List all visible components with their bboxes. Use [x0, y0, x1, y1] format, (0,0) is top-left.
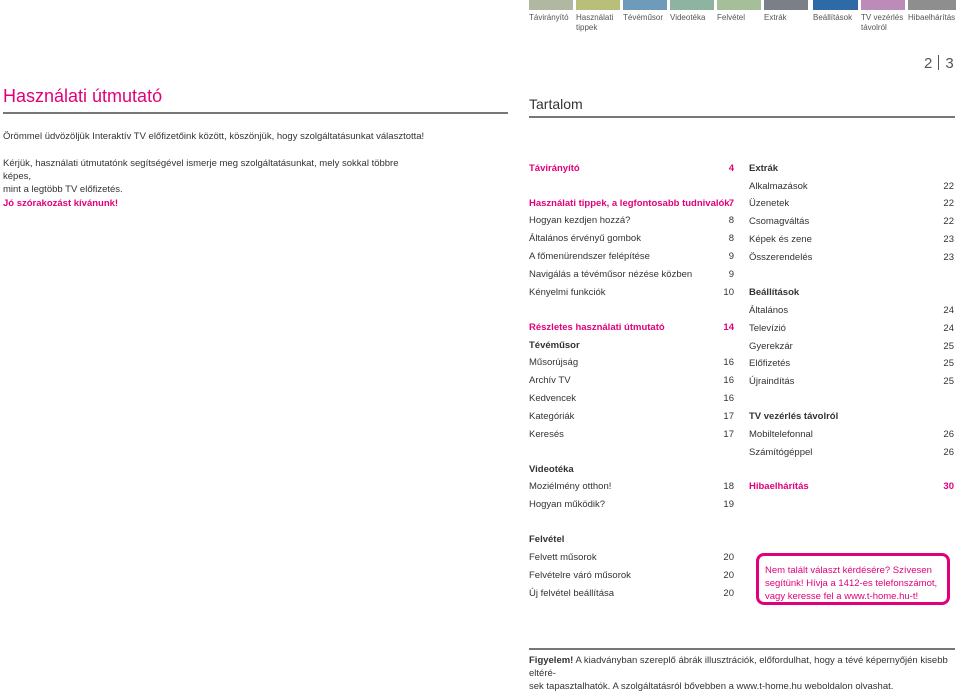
toc-entry-page: 17	[723, 429, 734, 440]
tab-color-bar	[908, 0, 956, 10]
help-callout	[756, 553, 950, 605]
toc-entry-page: 26	[943, 447, 954, 458]
tab-beallitasok[interactable]	[813, 0, 858, 23]
toc-entry[interactable]	[749, 481, 954, 495]
toc-entry-page: 19	[723, 499, 734, 510]
footnote-label: Figyelem!	[529, 655, 574, 666]
footnote-divider	[529, 648, 955, 650]
toc-entry[interactable]	[529, 215, 734, 229]
toc-entry[interactable]	[749, 341, 954, 355]
toc-entry[interactable]	[529, 251, 734, 265]
intro-line: Kérjük, használati útmutatónk segítségével ismerje meg szolgáltatásunkat, mely sokkal többre képes,	[3, 158, 399, 182]
toc-entry-title: Gyerekzár	[749, 341, 793, 352]
toc-entry[interactable]	[529, 322, 734, 336]
toc-entry[interactable]	[529, 233, 734, 247]
toc-entry-title: Képek és zene	[749, 234, 812, 245]
toc-entry-title: Csomagváltás	[749, 216, 810, 227]
toc-entry-title: Újraindítás	[749, 376, 795, 387]
toc-entry[interactable]	[529, 481, 734, 495]
tab-color-bar	[670, 0, 714, 10]
tab-label: Használati tippek	[576, 13, 614, 32]
toc-entry-title: Üzenetek	[749, 198, 790, 209]
tab-label: Hibaelhárítás	[908, 13, 956, 22]
toc-entry[interactable]	[749, 323, 954, 337]
welcome-paragraph: Örömmel üdvözöljük Interaktív TV előfizetőink között, köszönjük, hogy szolgáltatásunkat választotta!	[3, 131, 425, 142]
toc-section-heading: TV vezérlés távolról	[749, 411, 839, 422]
tab-color-bar	[529, 0, 573, 10]
tab-label: Videotéka	[670, 13, 706, 22]
toc-entry-page: 14	[723, 322, 734, 333]
toc-entry[interactable]	[529, 570, 734, 584]
toc-entry[interactable]	[529, 163, 734, 177]
footnote-line-1	[529, 654, 954, 680]
toc-entry[interactable]	[749, 447, 954, 461]
callout-line: Nem talált választ kérdésére? Szívesen	[765, 565, 932, 576]
toc-entry-page: 10	[723, 287, 734, 298]
toc-entry-title: Általános érvényű gombok	[529, 233, 641, 244]
toc-entry[interactable]	[749, 216, 954, 230]
page-number-divider	[938, 55, 939, 70]
toc-entry-title: Moziélmény otthon!	[529, 481, 612, 492]
toc-entry-title: Hibaelhárítás	[749, 481, 809, 492]
toc-entry-title: Számítógéppel	[749, 447, 813, 458]
toc-entry-page: 22	[943, 198, 954, 209]
toc-entry-title: Kényelmi funkciók	[529, 287, 606, 298]
toc-section-heading: Extrák	[749, 163, 779, 174]
tab-tevemusor[interactable]	[623, 0, 667, 23]
contents-divider	[529, 116, 955, 118]
page-numbers	[924, 55, 954, 72]
toc-entry[interactable]	[749, 305, 954, 319]
toc-entry[interactable]	[529, 411, 734, 425]
toc-entry-page: 20	[723, 588, 734, 599]
intro-paragraph	[3, 157, 423, 196]
toc-entry[interactable]	[749, 376, 954, 390]
tab-color-bar	[764, 0, 808, 10]
toc-entry[interactable]	[749, 234, 954, 248]
toc-entry-page: 23	[943, 234, 954, 245]
tab-hibaelharitas[interactable]	[908, 0, 956, 23]
toc-entry[interactable]	[529, 198, 734, 212]
closing-line: Jó szórakozást kívánunk!	[3, 198, 119, 209]
toc-entry[interactable]	[529, 552, 734, 566]
toc-entry-page: 20	[723, 570, 734, 581]
tab-taviranyito[interactable]	[529, 0, 573, 23]
toc-entry-title: Televízió	[749, 323, 786, 334]
tab-videoteka[interactable]	[670, 0, 714, 23]
toc-entry-page: 16	[723, 357, 734, 368]
intro-line: mint a legtöbb TV előfizetés.	[3, 184, 123, 195]
toc-entry-page: 9	[728, 269, 734, 280]
toc-entry-title: Keresés	[529, 429, 564, 440]
toc-section-heading: Tévéműsor	[529, 340, 580, 351]
toc-entry[interactable]	[529, 499, 734, 513]
toc-entry-page: 16	[723, 375, 734, 386]
tab-color-bar	[623, 0, 667, 10]
tab-color-bar	[717, 0, 761, 10]
toc-entry[interactable]	[749, 198, 954, 212]
toc-entry-title: A főmenürendszer felépítése	[529, 251, 650, 262]
toc-entry-title: Navigálás a tévéműsor nézése közben	[529, 269, 693, 280]
tab-label: Tévéműsor	[623, 13, 664, 22]
toc-entry-page: 25	[943, 358, 954, 369]
page-title: Használati útmutató	[3, 86, 163, 106]
toc-entry-title: Használati tippek, a legfontosabb tudnivalók	[529, 198, 730, 209]
section-nav	[529, 0, 956, 34]
toc-entry-page: 25	[943, 341, 954, 352]
toc-entry-title: Kedvencek	[529, 393, 577, 404]
toc-entry-title: Távirányító	[529, 163, 580, 174]
toc-entry-title: Kategóriák	[529, 411, 575, 422]
toc-entry-title: Mobiltelefonnal	[749, 429, 813, 440]
tab-color-bar	[576, 0, 620, 10]
toc-entry-page: 8	[728, 215, 734, 226]
footnote-text: A kiadványban szereplő ábrák illusztrációk, előfordulhat, hogy a tévé képernyőjén kisebb eltéré-	[529, 655, 948, 679]
toc-entry-title: Műsorújság	[529, 357, 579, 368]
title-divider	[3, 112, 508, 114]
toc-entry-page: 22	[943, 216, 954, 227]
callout-line: segítünk! Hívja a 1412-es telefonszámot,	[765, 578, 938, 589]
toc-entry-page: 24	[943, 323, 954, 334]
toc-entry-page: 9	[728, 251, 734, 262]
tab-color-bar	[813, 0, 858, 10]
tab-label: Extrák	[764, 13, 787, 22]
tab-label: Beállítások	[813, 13, 853, 22]
toc-entry-title: Felvételre váró műsorok	[529, 570, 631, 581]
toc-entry-title: Archív TV	[529, 375, 571, 386]
toc-entry-page: 23	[943, 252, 954, 263]
toc-entry[interactable]	[529, 357, 734, 371]
page-number-left: 2	[924, 55, 933, 72]
toc-entry-page: 18	[723, 481, 734, 492]
toc-entry-title: Hogyan működik?	[529, 499, 606, 510]
toc-entry[interactable]	[749, 181, 954, 195]
tab-tv-vezerles-tavolrol[interactable]	[861, 0, 905, 33]
toc-entry-title: Részletes használati útmutató	[529, 322, 665, 333]
tab-color-bar	[861, 0, 905, 10]
toc-section-heading: Videotéka	[529, 464, 574, 475]
toc-entry-title: Összerendelés	[749, 252, 813, 263]
toc-entry-page: 26	[943, 429, 954, 440]
toc-entry-title: Alkalmazások	[749, 181, 808, 192]
toc-entry[interactable]	[749, 429, 954, 443]
toc-section-heading: Felvétel	[529, 534, 565, 545]
toc-entry[interactable]	[529, 287, 734, 301]
toc-entry[interactable]	[529, 269, 734, 283]
footnote	[529, 654, 954, 693]
toc-entry[interactable]	[529, 375, 734, 389]
toc-entry-page: 24	[943, 305, 954, 316]
tab-hasznalati-tippek[interactable]	[576, 0, 620, 33]
tab-label: Távirányító	[529, 13, 569, 22]
tab-extrak[interactable]	[764, 0, 808, 23]
toc-entry-page: 22	[943, 181, 954, 192]
toc-entry-page: 30	[943, 481, 954, 492]
toc-entry[interactable]	[529, 393, 734, 407]
tab-label: TV vezérlés távolról	[861, 13, 904, 32]
toc-entry-page: 7	[728, 198, 734, 209]
toc-column-1	[529, 163, 734, 599]
toc-entry-page: 16	[723, 393, 734, 404]
toc-column-2	[749, 163, 954, 503]
tab-felvetel[interactable]	[717, 0, 761, 23]
toc-entry-title: Hogyan kezdjen hozzá?	[529, 215, 631, 226]
toc-entry-title: Felvett műsorok	[529, 552, 597, 563]
footnote-line-2: sek tapasztalhatók. A szolgáltatásról bővebben a www.t-home.hu weboldalon olvashat.	[529, 681, 894, 692]
toc-entry-page: 25	[943, 376, 954, 387]
toc-entry-page: 4	[728, 163, 734, 174]
toc-entry[interactable]	[529, 429, 734, 443]
callout-line: vagy keresse fel a www.t-home.hu-t!	[765, 591, 919, 602]
toc-entry[interactable]	[749, 358, 954, 372]
contents-title: Tartalom	[529, 96, 583, 112]
toc-entry-page: 17	[723, 411, 734, 422]
toc-entry-title: Új felvétel beállítása	[529, 588, 615, 599]
toc-entry[interactable]	[529, 588, 734, 602]
toc-entry-page: 8	[728, 233, 734, 244]
toc-entry-title: Előfizetés	[749, 358, 791, 369]
toc-entry[interactable]	[749, 252, 954, 266]
toc-entry-page: 20	[723, 552, 734, 563]
tab-label: Felvétel	[717, 13, 746, 22]
page-number-right: 3	[945, 55, 954, 72]
toc-section-heading: Beállítások	[749, 287, 800, 298]
toc-entry-title: Általános	[749, 305, 789, 316]
